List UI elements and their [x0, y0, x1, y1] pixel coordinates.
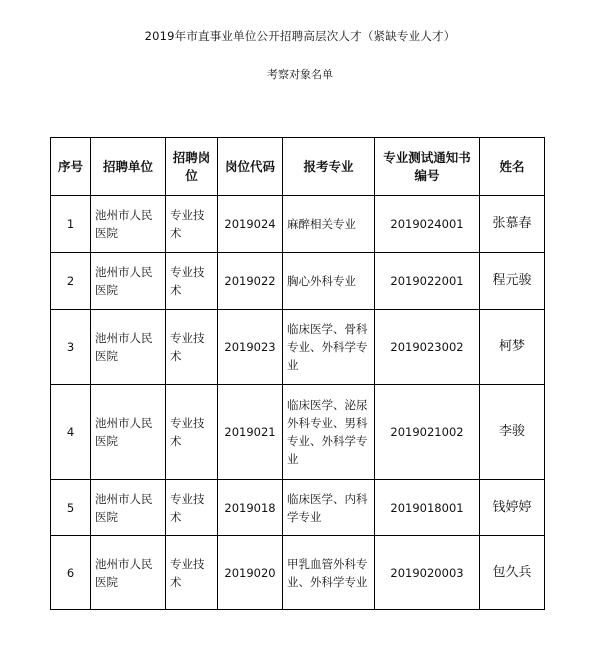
cell-post: 专业技术 [166, 385, 218, 480]
table-row [51, 253, 545, 310]
cell-name: 程元骏 [480, 253, 545, 310]
cell-post: 专业技术 [166, 480, 218, 536]
cell-major: 甲乳血管外科专业、外科学专业 [283, 536, 375, 610]
table-row [51, 310, 545, 385]
cell-unit: 池州市人民医院 [91, 196, 166, 253]
table-row [51, 196, 545, 253]
cell-post: 专业技术 [166, 536, 218, 610]
header-name: 姓名 [480, 138, 545, 196]
cell-unit: 池州市人民医院 [91, 253, 166, 310]
cell-unit: 池州市人民医院 [91, 536, 166, 610]
table-header-row [51, 138, 545, 196]
cell-notice: 2019021002 [375, 385, 480, 480]
cell-name: 钱婷婷 [480, 480, 545, 536]
cell-major: 麻醉相关专业 [283, 196, 375, 253]
cell-notice: 2019023002 [375, 310, 480, 385]
cell-post: 专业技术 [166, 196, 218, 253]
cell-seq: 2 [51, 253, 91, 310]
document-title: 2019年市直事业单位公开招聘高层次人才（紧缺专业人才） [144, 29, 456, 43]
cell-code: 2019024 [218, 196, 283, 253]
cell-name: 包久兵 [480, 536, 545, 610]
header-code: 岗位代码 [218, 138, 283, 196]
header-post: 招聘岗位 [166, 138, 218, 196]
candidate-table [50, 137, 545, 610]
cell-code: 2019018 [218, 480, 283, 536]
cell-unit: 池州市人民医院 [91, 480, 166, 536]
cell-notice: 2019018001 [375, 480, 480, 536]
cell-major: 临床医学、泌尿外科专业、男科专业、外科学专业 [283, 385, 375, 480]
cell-major: 临床医学、骨科专业、外科学专业 [283, 310, 375, 385]
cell-major: 胸心外科专业 [283, 253, 375, 310]
cell-post: 专业技术 [166, 253, 218, 310]
cell-seq: 5 [51, 480, 91, 536]
cell-unit: 池州市人民医院 [91, 385, 166, 480]
cell-notice: 2019024001 [375, 196, 480, 253]
cell-name: 李骏 [480, 385, 545, 480]
header-notice: 专业测试通知书编号 [375, 138, 480, 196]
header-seq: 序号 [51, 138, 91, 196]
table-row [51, 385, 545, 480]
document-subtitle: 考察对象名单 [267, 68, 333, 81]
header-unit: 招聘单位 [91, 138, 166, 196]
table-row [51, 480, 545, 536]
header-major: 报考专业 [283, 138, 375, 196]
cell-notice: 2019020003 [375, 536, 480, 610]
cell-post: 专业技术 [166, 310, 218, 385]
cell-seq: 4 [51, 385, 91, 480]
cell-code: 2019021 [218, 385, 283, 480]
cell-code: 2019022 [218, 253, 283, 310]
cell-name: 张慕春 [480, 196, 545, 253]
cell-notice: 2019022001 [375, 253, 480, 310]
cell-name: 柯梦 [480, 310, 545, 385]
cell-major: 临床医学、内科学专业 [283, 480, 375, 536]
cell-code: 2019023 [218, 310, 283, 385]
cell-seq: 6 [51, 536, 91, 610]
table-row [51, 536, 545, 610]
cell-seq: 3 [51, 310, 91, 385]
cell-seq: 1 [51, 196, 91, 253]
cell-unit: 池州市人民医院 [91, 310, 166, 385]
cell-code: 2019020 [218, 536, 283, 610]
